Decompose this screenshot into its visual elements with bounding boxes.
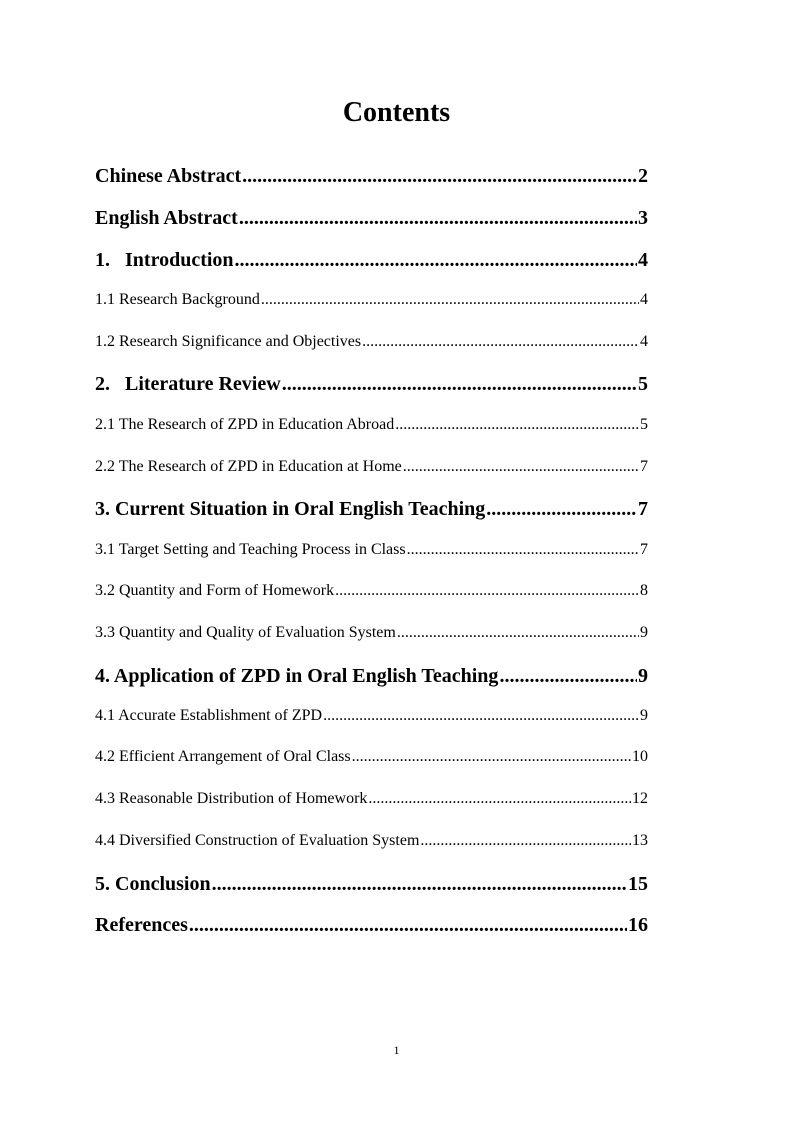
toc-entry-page: 7 (640, 458, 648, 475)
page-number: 1 (393, 1043, 400, 1057)
toc-entry-literature-review[interactable] (95, 371, 648, 397)
toc-entry-label: 4. Application of ZPD in Oral English Teaching (95, 665, 499, 687)
toc-dot-leader (239, 205, 637, 231)
toc-dot-leader (335, 580, 639, 602)
toc-dot-leader (397, 622, 639, 644)
toc-dot-leader (499, 663, 637, 689)
toc-entry-page: 4 (638, 249, 648, 271)
toc-entry-page: 9 (640, 707, 648, 724)
toc-entry-page: 3 (638, 207, 648, 229)
toc-dot-leader (407, 539, 639, 561)
toc-entry-label: English Abstract (95, 207, 238, 229)
toc-dot-leader (282, 371, 637, 397)
toc-entry-label: 1.1 Research Background (95, 291, 260, 308)
toc-dot-leader (486, 496, 637, 522)
toc-dot-leader (261, 289, 639, 311)
toc-entry-label: 3. Current Situation in Oral English Teaching (95, 498, 486, 520)
toc-entry-label: 2.1 The Research of ZPD in Education Abroad (95, 416, 395, 433)
toc-dot-leader (420, 830, 631, 852)
toc-entry-page: 7 (640, 541, 648, 558)
toc-dot-leader (352, 746, 631, 768)
toc-entry-current-situation[interactable] (95, 496, 648, 522)
toc-entry-evaluation-system[interactable] (95, 622, 648, 644)
toc-entry-page: 5 (640, 416, 648, 433)
toc-entry-conclusion[interactable] (95, 871, 648, 897)
toc-dot-leader (242, 163, 637, 189)
toc-entry-page: 8 (640, 582, 648, 599)
toc-dot-leader (368, 788, 631, 810)
toc-entry-page: 9 (640, 624, 648, 641)
toc-entry-research-background[interactable] (95, 289, 648, 311)
toc-entry-zpd-abroad[interactable] (95, 414, 648, 436)
toc-entry-page: 2 (638, 165, 648, 187)
toc-entry-page: 9 (638, 665, 648, 687)
toc-dot-leader (395, 414, 639, 436)
toc-entry-label: Chinese Abstract (95, 165, 242, 187)
toc-entry-homework-form[interactable] (95, 580, 648, 602)
toc-dot-leader (323, 705, 639, 727)
toc-entry-page: 5 (638, 373, 648, 395)
toc-entry-label: 4.1 Accurate Establishment of ZPD (95, 707, 323, 724)
toc-entry-english-abstract[interactable] (95, 205, 648, 231)
toc-entry-page: 13 (632, 832, 648, 849)
toc-entry-efficient-arrangement[interactable] (95, 746, 648, 768)
toc-dot-leader (403, 456, 639, 478)
toc-entry-research-significance[interactable] (95, 331, 648, 353)
toc-entry-target-setting[interactable] (95, 539, 648, 561)
toc-entry-label: 1.2 Research Significance and Objectives (95, 333, 362, 350)
toc-entry-page: 4 (640, 291, 648, 308)
toc-entry-label: 4.4 Diversified Construction of Evaluation System (95, 832, 420, 849)
page-title: Contents (342, 97, 451, 128)
toc-entry-label: References (95, 914, 188, 936)
toc-entry-label: 4.3 Reasonable Distribution of Homework (95, 790, 368, 807)
toc-dot-leader (235, 247, 637, 273)
toc-entry-application-zpd[interactable] (95, 663, 648, 689)
toc-entry-page: 12 (632, 790, 648, 807)
toc-entry-label: 2. Literature Review (95, 373, 281, 395)
toc-entry-accurate-establishment[interactable] (95, 705, 648, 727)
toc-entry-zpd-home[interactable] (95, 456, 648, 478)
toc-dot-leader (362, 331, 639, 353)
toc-entry-references[interactable] (95, 912, 648, 938)
toc-entry-page: 15 (628, 873, 648, 895)
toc-entry-diversified-construction[interactable] (95, 830, 648, 852)
toc-entry-label: 3.2 Quantity and Form of Homework (95, 582, 335, 599)
toc-entry-introduction[interactable] (95, 247, 648, 273)
toc-entry-label: 4.2 Efficient Arrangement of Oral Class (95, 748, 351, 765)
toc-entry-chinese-abstract[interactable] (95, 163, 648, 189)
toc-entry-page: 7 (638, 498, 648, 520)
toc-entry-label: 3.1 Target Setting and Teaching Process in Class (95, 541, 406, 558)
toc-entry-label: 2.2 The Research of ZPD in Education at Home (95, 458, 402, 475)
toc-entry-page: 10 (632, 748, 648, 765)
toc-entry-homework-distribution[interactable] (95, 788, 648, 810)
toc-entry-label: 3.3 Quantity and Quality of Evaluation System (95, 624, 396, 641)
toc-dot-leader (212, 871, 627, 897)
toc-entry-page: 4 (640, 333, 648, 350)
toc-entry-label: 1. Introduction (95, 249, 234, 271)
toc-entry-page: 16 (628, 914, 648, 936)
toc-entry-label: 5. Conclusion (95, 873, 211, 895)
toc-dot-leader (189, 912, 627, 938)
